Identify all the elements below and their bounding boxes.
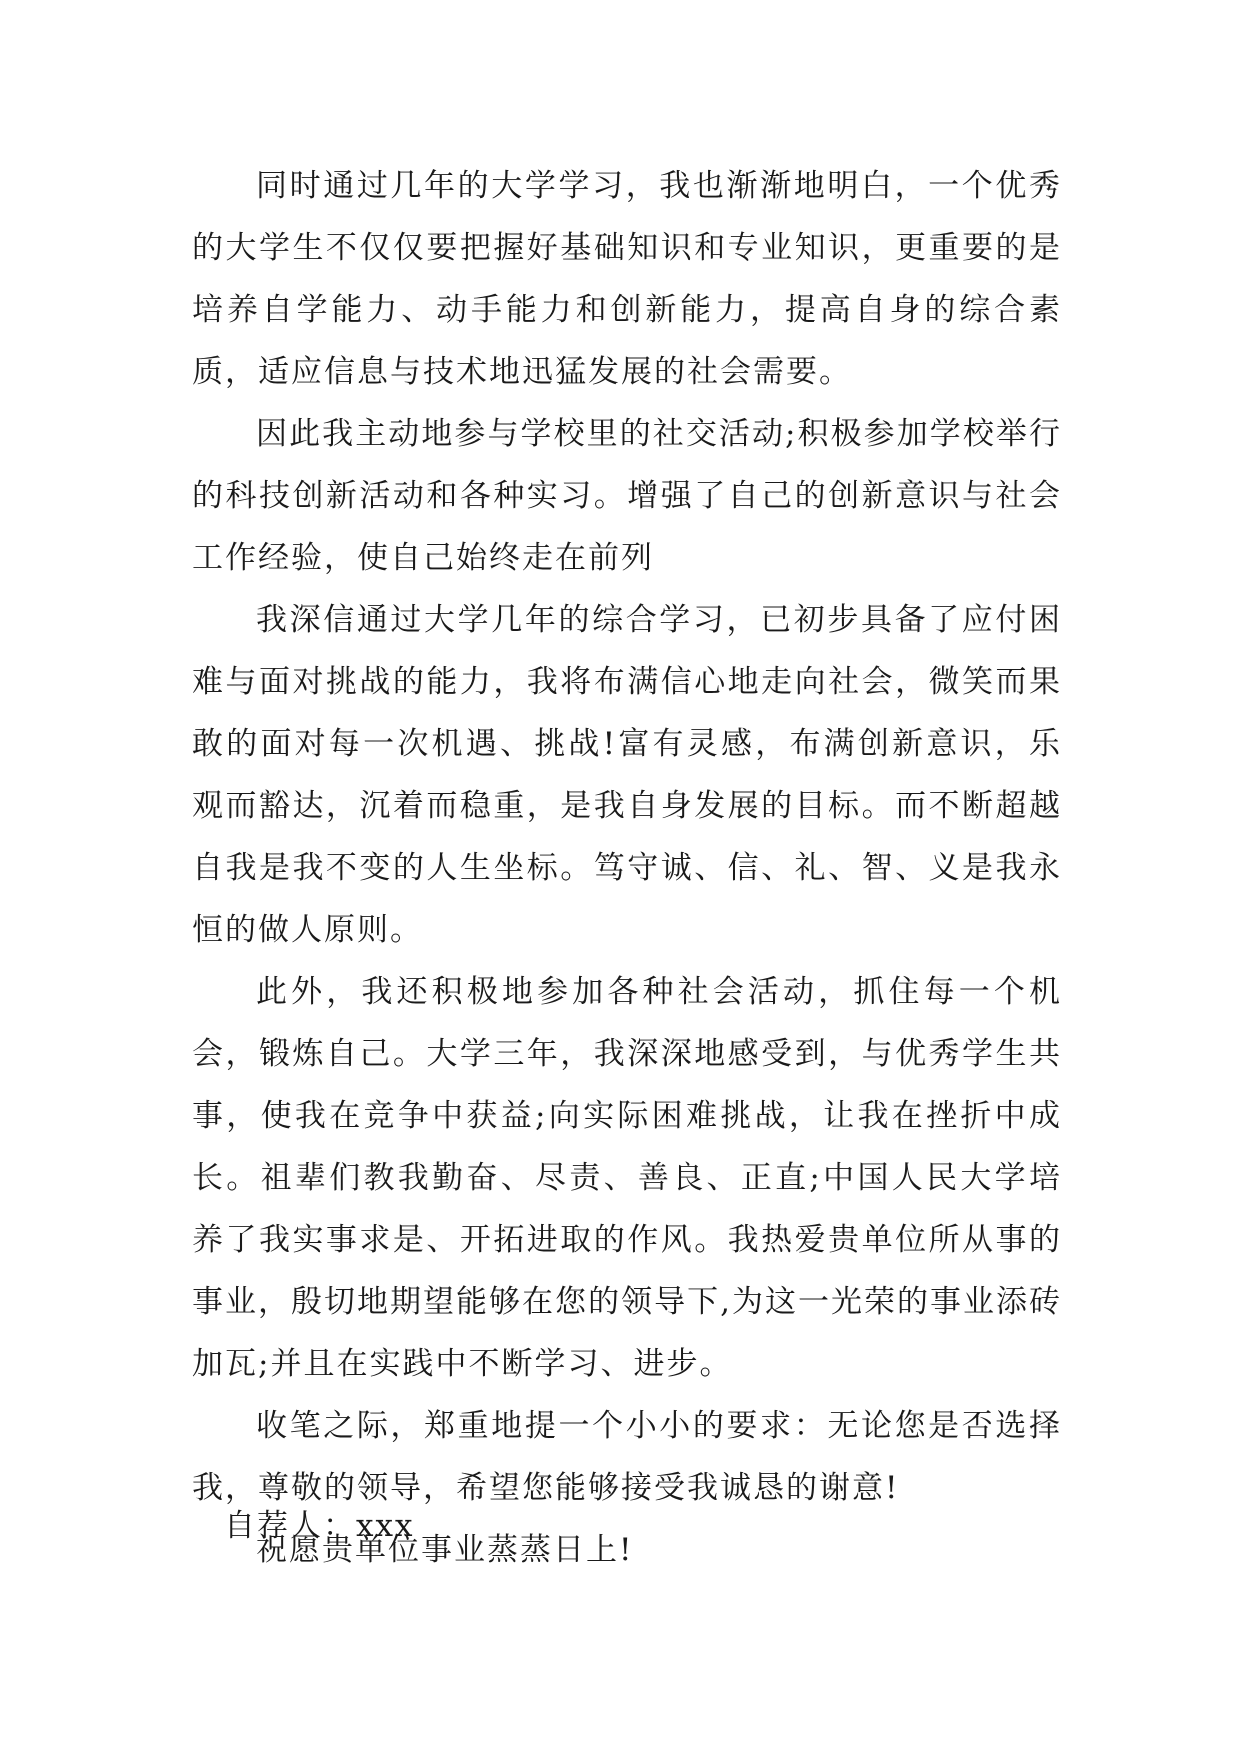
paragraph-3: 我深信通过大学几年的综合学习，已初步具备了应付困难与面对挑战的能力，我将布满信心地走向社会，微笑而果敢的面对每一次机遇、挑战!富有灵感，布满创新意识，乐观而豁达，沉着而稳重，是我自身发展的目标。而不断超越自我是我不变的人生坐标。笃守诚、信、礼、智、义是我永恒的做人原则。 xyxy=(192,602,1062,948)
paragraph-4: 此外，我还积极地参加各种社会活动，抓住每一个机会，锻炼自己。大学三年，我深深地感受到，与优秀学生共事，使我在竞争中获益;向实际困难挑战，让我在挫折中成长。祖辈们教我勤奋、尽责、善良、正直;中国人民大学培养了我实事求是、开拓进取的作风。我热爱贵单位所从事的事业，殷切地期望能够在您的领导下,为这一光荣的事业添砖加瓦;并且在实践中不断学习、进步。 xyxy=(192,974,1062,1382)
letter-body xyxy=(192,155,1062,1581)
signature-line: 自荐人：xxx xyxy=(224,1508,415,1544)
paragraph-1: 同时通过几年的大学学习，我也渐渐地明白，一个优秀的大学生不仅仅要把握好基础知识和专业知识，更重要的是培养自学能力、动手能力和创新能力，提高自身的综合素质，适应信息与技术地迅猛发展的社会需要。 xyxy=(192,168,1062,390)
closing-wish: 祝愿贵单位事业蒸蒸日上! xyxy=(256,1532,634,1568)
paragraph-2: 因此我主动地参与学校里的社交活动;积极参加学校举行的科技创新活动和各种实习。增强了自己的创新意识与社会工作经验，使自己始终走在前列 xyxy=(192,416,1062,576)
paragraph-5: 收笔之际，郑重地提一个小小的要求：无论您是否选择我，尊敬的领导，希望您能够接受我诚恳的谢意! xyxy=(192,1408,1062,1506)
